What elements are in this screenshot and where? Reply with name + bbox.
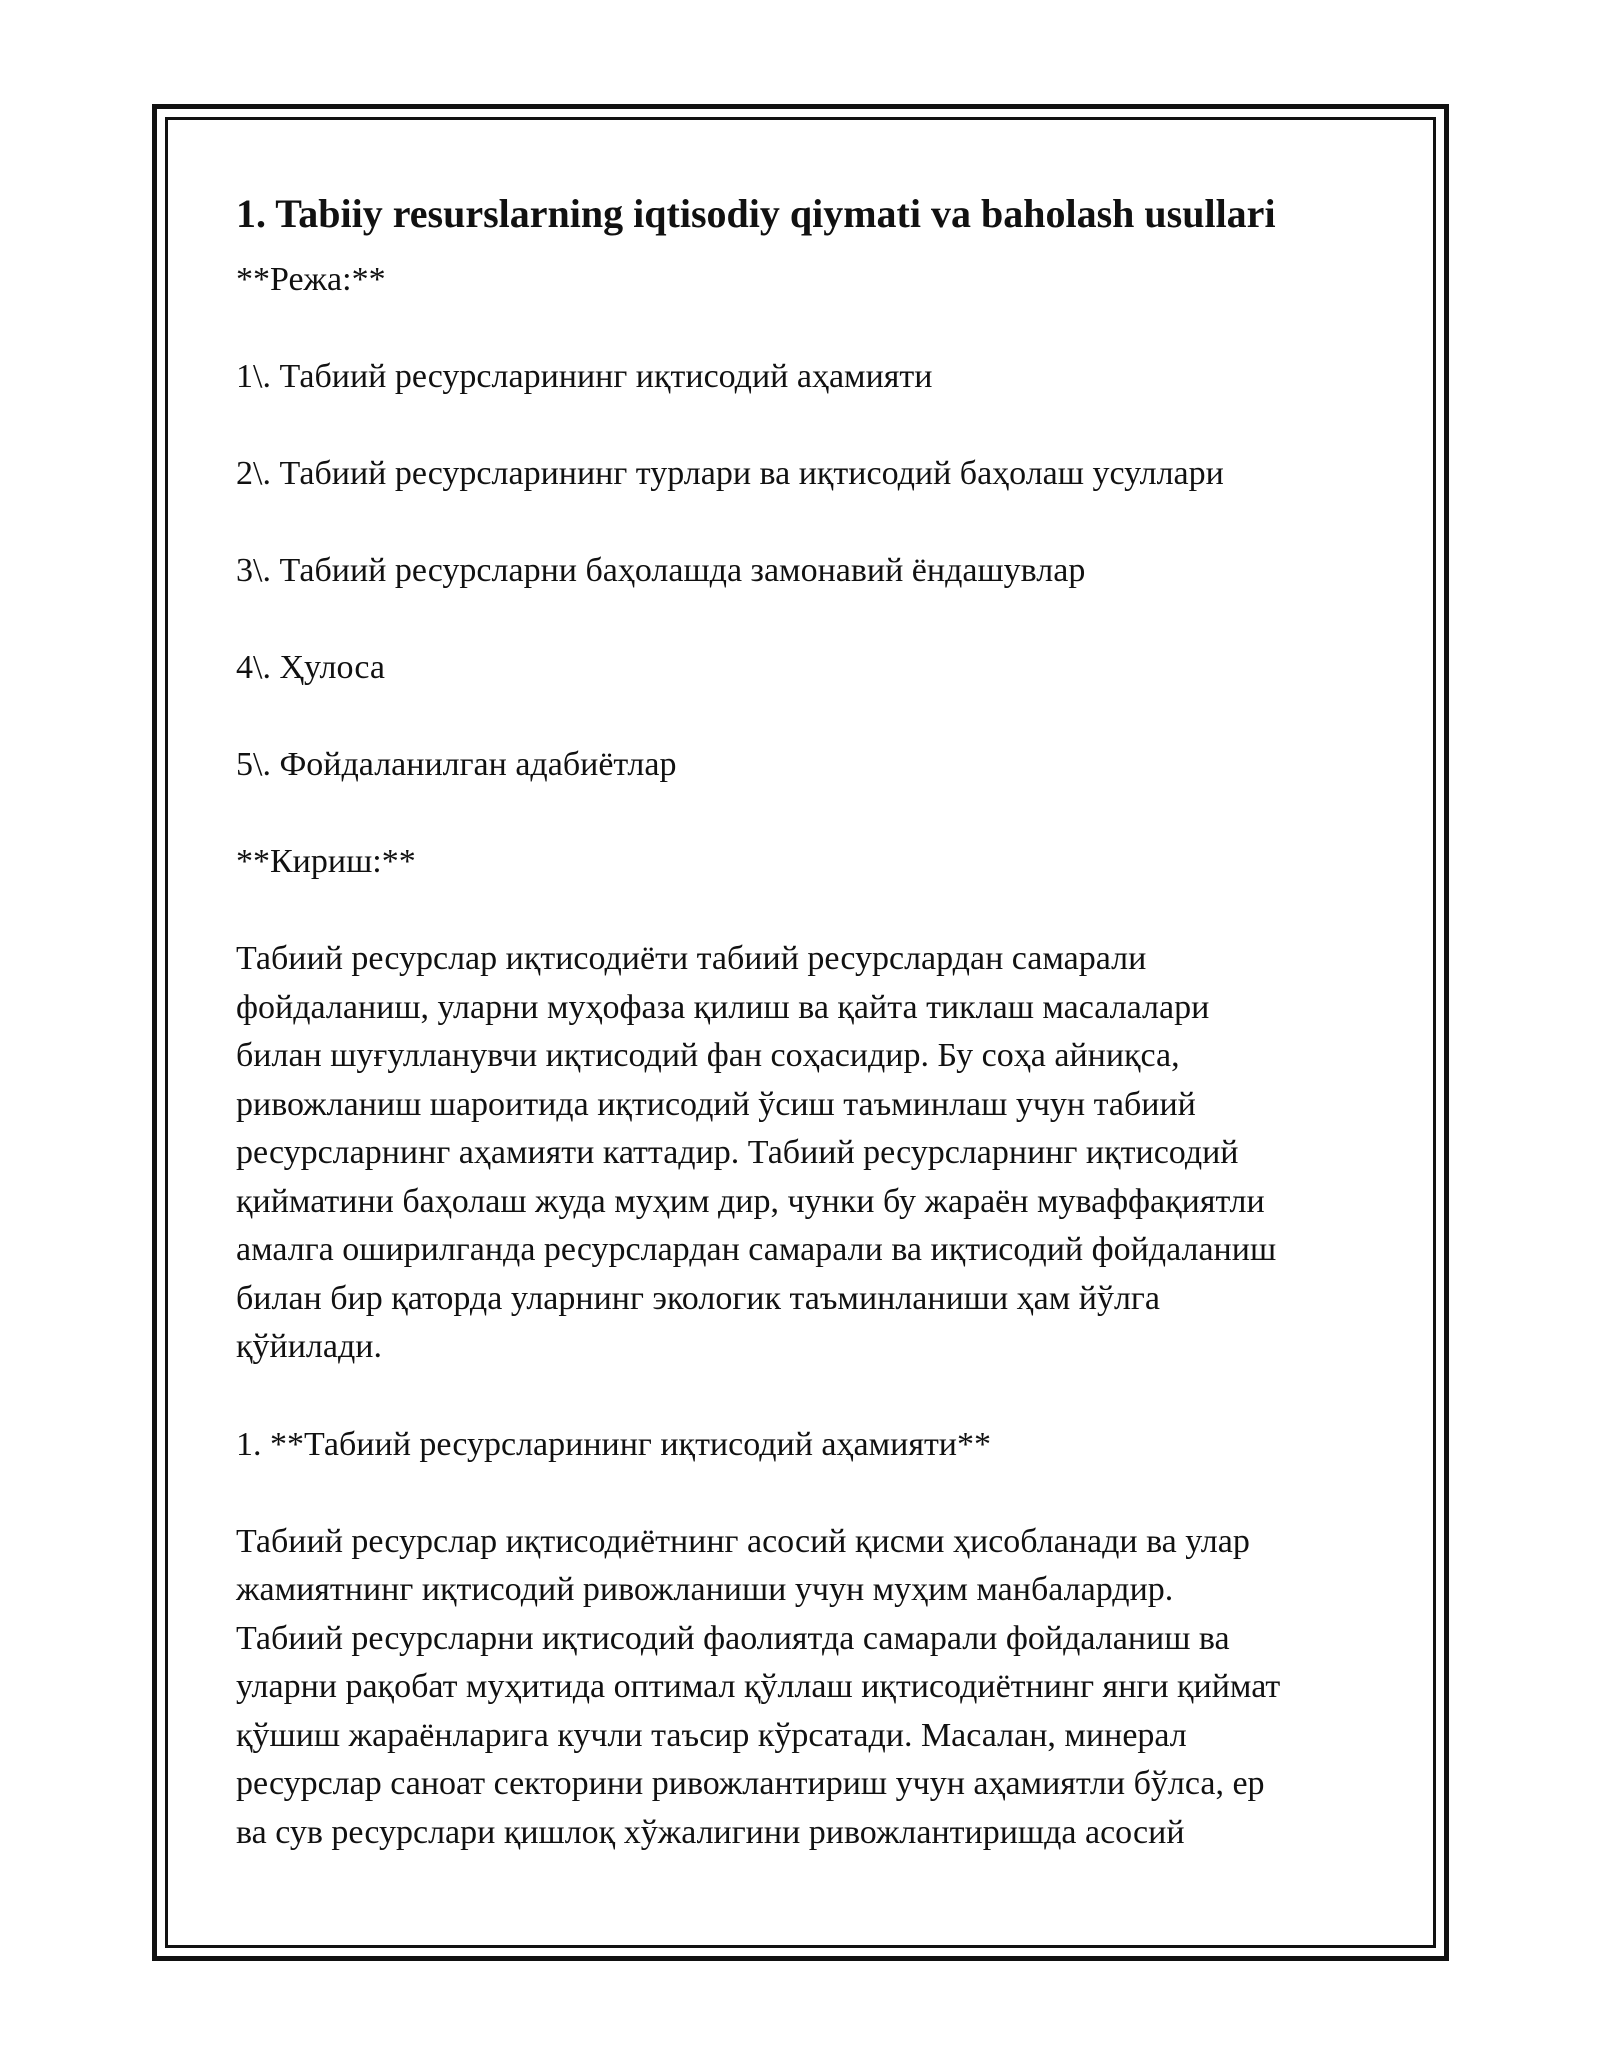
intro-heading: **Кириш:** — [236, 843, 416, 880]
document-title: 1. Tabiiy resurslarning iqtisodiy qiymati va baholash usullari — [236, 191, 1276, 236]
plan-item: 5\. Фойдаланилган адабиётлар — [236, 746, 677, 783]
section-heading: 1. **Табиий ресурсларининг иқтисодий аҳамияти** — [236, 1425, 992, 1463]
paragraph-line: қўшиш жараёнларига кучли таъсир кўрсатади. Масалан, минерал — [236, 1716, 1187, 1754]
plan-item: 3\. Табиий ресурсларни баҳолашда замонавий ёндашувлар — [236, 552, 1086, 589]
paragraph-line: Табиий ресурслар иқтисодиёти табиий ресурслардан самарали — [236, 940, 1147, 977]
paragraph-line: Табиий ресурсларни иқтисодий фаолиятда самарали фойдаланиш ва — [236, 1619, 1230, 1657]
plan-heading: **Режа:** — [236, 261, 386, 298]
paragraph-line: билан бир қаторда уларнинг экологик таъминланиши ҳам йўлга — [236, 1279, 1160, 1317]
paragraph-line: қийматини баҳолаш жуда муҳим дир, чунки бу жараён муваффақиятли — [236, 1182, 1265, 1220]
paragraph-line: жамиятнинг иқтисодий ривожланиши учун муҳим манбалардир. — [236, 1571, 1174, 1608]
plan-item: 1\. Табиий ресурсларининг иқтисодий аҳамияти — [236, 358, 933, 395]
paragraph-line: ва сув ресурслари қишлоқ хўжалигини ривожлантиришда асосий — [236, 1813, 1185, 1851]
plan-item: 4\. Ҳулоса — [236, 649, 385, 686]
plan-item: 2\. Табиий ресурсларининг турлари ва иқтисодий баҳолаш усуллари — [236, 455, 1224, 492]
paragraph-line: Табиий ресурслар иқтисодиётнинг асосий қисми ҳисобланади ва улар — [236, 1522, 1250, 1560]
document-body — [236, 186, 1376, 1906]
intro-paragraph — [236, 935, 1376, 1372]
paragraph-line: ривожланиш шароитида иқтисодий ўсиш таъминлаш учун табиий — [236, 1085, 1196, 1123]
paragraph-line: ресурслар саноат секторини ривожлантириш учун аҳамиятли бўлса, ер — [236, 1765, 1265, 1802]
paragraph-line: ресурсларнинг аҳамияти каттадир. Табиий ресурсларнинг иқтисодий — [236, 1134, 1239, 1171]
paragraph-line: билан шуғулланувчи иқтисодий фан соҳасидир. Бу соҳа айниқса, — [236, 1037, 1180, 1074]
section-paragraph — [236, 1518, 1376, 1858]
paragraph-line: амалга оширилганда ресурслардан самарали ва иқтисодий фойдаланиш — [236, 1231, 1277, 1268]
paragraph-line: уларни рақобат муҳитида оптимал қўллаш иқтисодиётнинг янги қиймат — [236, 1668, 1281, 1705]
paragraph-line: қўйилади. — [236, 1328, 382, 1365]
paragraph-line: фойдаланиш, уларни муҳофаза қилиш ва қайта тиклаш масалалари — [236, 988, 1210, 1026]
